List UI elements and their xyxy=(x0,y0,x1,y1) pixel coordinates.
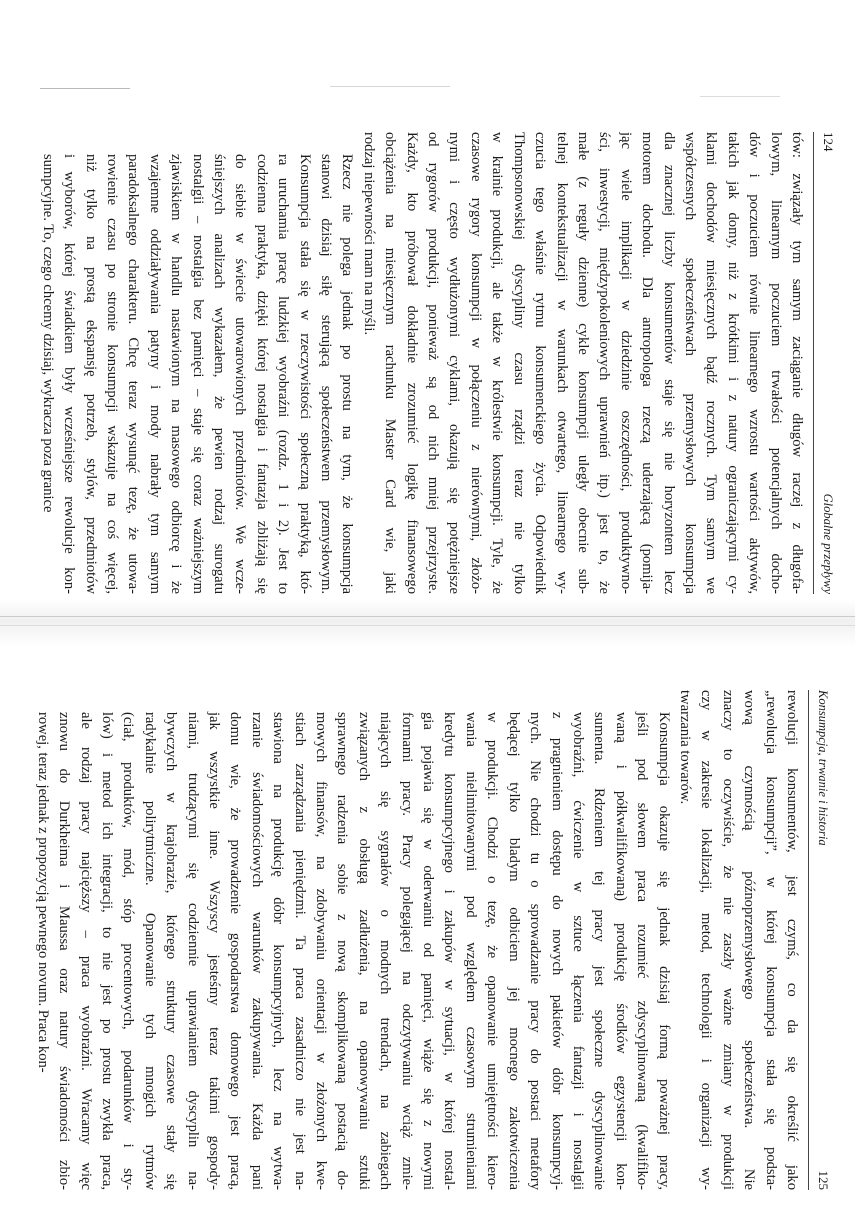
text-line: małe (z reguły dzienne) cykle konsumpcji uległy obecnie sub- xyxy=(574,132,591,594)
text-line: ale rodzaj pracy najcięższy – praca wyobraźni. Wracamy więc xyxy=(77,712,94,1190)
text-line: znaczy to oczywiście, że nie zaszły ważne zmiany w produkcji xyxy=(719,690,736,1190)
text-line: czucia tego właśnie rytmu konsumenckiego życia. Odpowiednik xyxy=(532,132,549,594)
text-line: jąc wiele implikacji w dziedzinie oszczędności, produktywno- xyxy=(617,132,634,594)
text-line: niż tylko na prostą ekspansję potrzeb, stylów, przedmiotów xyxy=(82,154,99,594)
text-line: gia pojawia się w oderwaniu od pamięci, wiąże się z nowymi xyxy=(420,712,437,1190)
text-line: i wyborów, której świadkiem były wcześniejsze rewolucje kon- xyxy=(61,154,78,594)
paragraph xyxy=(674,690,802,1190)
running-head-title: Globalne przepływy xyxy=(821,493,835,594)
text-line: obciążenia na miesięcznym rachunku Master Card wie, jaki xyxy=(382,132,399,594)
text-line: takich jak domy, niż z krótkimi i z natury ograniczającymi cy- xyxy=(724,132,741,594)
text-line: kredytu konsumpcyjnego i zakupów w sytuacji, w której nostal- xyxy=(441,712,458,1190)
text-line: zjawiskiem w handlu nastawionym na masowego odbiorcę i że xyxy=(168,154,185,594)
text-line: sumpcyjne. To, czego chcemy dzisiaj, wykracza poza granice xyxy=(39,154,56,513)
text-line: mowych finansów, na zdobywaniu orientacji w złożonych kwe- xyxy=(313,712,330,1190)
page-body xyxy=(31,690,802,1190)
running-head xyxy=(813,132,838,594)
text-line: (ciał, produktów, mód, stóp procentowych, podarunków i sty- xyxy=(120,712,137,1190)
text-line: „rewolucja konsumpcji”, w której konsumpcja stała się podsta- xyxy=(762,690,779,1190)
text-line: wania nielimitowanymi pod względem czasowym strumieniami xyxy=(462,712,479,1190)
text-line: jak wszystkie inne. Wszyscy jesteśmy teraz takimi gospody- xyxy=(206,712,223,1190)
text-line: sumenta. Rdzeniem tej pracy jest społeczne dyscyplinowanie xyxy=(591,712,608,1190)
text-line: sprawnego radzenia sobie z nową skomplikowaną postacią do- xyxy=(334,712,351,1190)
text-line: będącej tylko bladym odbiciem jej mocnego zakotwiczenia xyxy=(505,712,522,1190)
paragraph xyxy=(36,132,357,594)
text-line: tów: związały tym samym zaciąganie długów raczej z długofa- xyxy=(789,132,805,594)
book-gutter xyxy=(0,600,855,646)
text-line: stiach zarządzania pieniędzmi. Ta praca zasadniczo nie jest na- xyxy=(291,712,308,1190)
text-line: wową czynnością późnoprzemysłowego społeczeństwa. Nie xyxy=(741,690,758,1190)
text-line: domu wie, że prowadzenie gospodarstwa domowego jest pracą, xyxy=(227,712,244,1190)
text-line: śniejszych analizach wykazałem, że pewien rodzaj surogatu xyxy=(211,154,228,594)
text-line: nymi i często wydłużonymi cyklami, okazują się potężniejsze xyxy=(446,132,463,594)
text-line: lów) i metod ich integracji, to nie jest po prostu zwykła praca, xyxy=(99,712,115,1190)
text-line: Konsumpcja stała się w rzeczywistości społeczną praktyką, któ- xyxy=(296,154,313,594)
text-line: nostalgii – nostalgia bez pamięci – staje się coraz ważniejszym xyxy=(189,154,206,594)
text-line: czasowe rygory konsumpcji w połączeniu z nierównymi, złożo- xyxy=(467,132,484,594)
text-line: stanowi dzisiaj siłę sterującą społeczeństwem przemysłowym. xyxy=(318,154,335,594)
text-line: Rzecz nie polega jednak po prostu na tym, że konsumpcja xyxy=(339,154,356,594)
text-line: telnej kontekstualizacji w warunkach otwartego, linearnego wy- xyxy=(553,132,570,594)
scan-artifact-line xyxy=(330,86,450,87)
page-number: 124 xyxy=(821,132,836,152)
scan-artifact-line xyxy=(40,88,130,89)
text-line: rowienie czasu po stronie konsumpcji wskazuje na coś więcej, xyxy=(104,154,120,594)
text-line: codzienna praktyka, dzięki której nostalgia i fantazja zbliżają się xyxy=(253,154,270,594)
book-page-right xyxy=(34,690,833,1190)
text-line: niających się sygnałów o modnych trendach, na zabiegach xyxy=(377,712,394,1190)
text-line: Każdy, kto próbował dokładnie zrozumieć logikę finansowego xyxy=(403,132,420,594)
text-line: paradoksalnego charakteru. Chcę teraz wysunąć tezę, że utowa- xyxy=(125,154,142,594)
gutter-line xyxy=(0,616,855,617)
text-line: wzajemne oddziaływania patyny i mody nabrały tym samym xyxy=(146,154,163,594)
text-line: ra uruchamia pracę ludzkiej wyobraźni (rozdz. 1 i 2). Jest to xyxy=(275,154,292,594)
text-line: klami dochodów miesięcznych bądź rocznych. Tym samym we xyxy=(703,132,720,594)
text-line: waną i półkwalifikowaną) produkcję środków egzystencji kon- xyxy=(612,712,629,1190)
page-body xyxy=(36,132,807,594)
text-line: radykalnie polirytmiczne. Opanowanie tych mnogich rytmów xyxy=(141,712,158,1190)
text-line: Thompsonowskiej dyscypliny czasu rządzi teraz nie tylko xyxy=(510,132,527,594)
text-line: niami, trudzącymi się codziennie uprawianiem dyscyplin na- xyxy=(184,712,201,1190)
text-line: znowu do Durkheima i Maussa oraz natury świadomości zbio- xyxy=(56,712,73,1190)
text-line: ści, inwestycji, międzypokoleniowych uprawnień itp.) jest to, że xyxy=(596,132,613,594)
text-line: związanych z obsługą zadłużenia, na opanowywaniu sztuki xyxy=(355,712,372,1190)
scan-artifact-line xyxy=(700,96,780,97)
text-line: bywczych w krajobrazie, którego struktury czasowe stały się xyxy=(163,712,180,1190)
gutter-line xyxy=(0,625,855,626)
text-line: jeśli pod słowem praca rozumieć zdyscyplinowaną (kwalifiko- xyxy=(634,712,651,1190)
text-line: z pragnieniem dostępu do nowych pakietów dóbr konsumpcyj- xyxy=(548,712,565,1190)
paragraph xyxy=(357,132,807,594)
text-line: współczesnych społeczeństwach przemysłowych konsumpcja xyxy=(681,132,698,594)
text-line: w krainie produkcji, ale także w królestwie konsumpcji. Tyle, że xyxy=(489,132,506,594)
text-line: motorem dochodu. Dla antropologa rzeczą uderzającą (pomija- xyxy=(639,132,656,594)
text-line: dów i poczuciem równie linearnego wzrostu wartości aktywów, xyxy=(746,132,763,594)
text-line: do siebie w świecie utowarowionych przedmiotów. We wcze- xyxy=(232,154,249,594)
paragraph xyxy=(31,690,673,1190)
page-number: 125 xyxy=(816,1170,831,1190)
text-line: twarzania towarów. xyxy=(676,690,693,805)
text-line: od rygorów produkcji, ponieważ są od nich mniej przejrzyste. xyxy=(425,132,442,594)
text-line: stawiona na produkcję dóbr konsumpcyjnych, lecz na wytwa- xyxy=(270,712,287,1190)
text-line: rowej, teraz jednak z propozycją pewnego novum. Praca kon- xyxy=(34,712,51,1073)
text-line: rewolucji konsumentów, jest czymś, co da się określić jako xyxy=(784,690,800,1190)
book-page-left xyxy=(39,132,838,594)
running-head-title: Konsumpcja, trwanie i historia xyxy=(816,690,830,846)
text-line: lowym, linearnym poczuciem trwałości potencjalnych docho- xyxy=(767,132,784,594)
text-line: formami pracy. Pracy polegającej na odczytywaniu wciąż zmie- xyxy=(398,712,415,1190)
text-line: nych. Nie chodzi tu o sprowadzanie pracy do postaci metafory xyxy=(527,712,544,1190)
text-line: wyobraźni, ćwiczenie w sztuce łączenia fantazji i nostalgii xyxy=(569,712,586,1190)
running-head xyxy=(808,690,833,1190)
text-line: rzanie świadomościowych warunków zakupywania. Każda pani xyxy=(248,712,265,1190)
text-line: rodzaj niepewności mam na myśli. xyxy=(360,132,377,336)
text-line: czy w zakresie lokalizacji, metod, technologii i organizacji wy- xyxy=(698,690,715,1190)
text-line: Konsumpcja okazuje się jednak dzisiaj formą poważnej pracy, xyxy=(655,712,672,1190)
text-line: w produkcji. Chodzi o tezę, że opanowanie umiejętności kiero- xyxy=(484,712,501,1190)
text-line: dla znacznej liczby konsumentów staje się nie horyzontem lecz xyxy=(660,132,677,594)
